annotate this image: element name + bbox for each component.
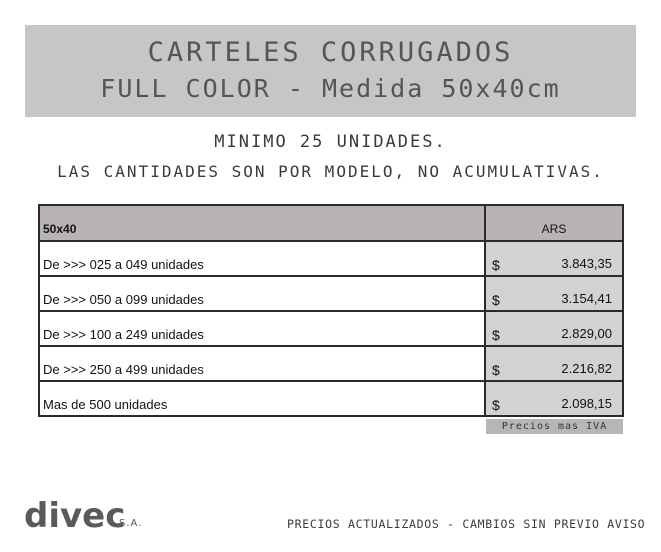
price-cell: [485, 381, 623, 416]
price-table: [38, 204, 624, 417]
table-row: [39, 311, 623, 346]
table-row: [39, 276, 623, 311]
currency-symbol: $: [492, 292, 500, 308]
title-banner: [25, 25, 636, 117]
currency-symbol: $: [492, 397, 500, 413]
price-value: 2.216,82: [561, 361, 612, 376]
tax-note-badge: Precios mas IVA: [486, 419, 623, 434]
row-label: De >>> 025 a 049 unidades: [39, 241, 485, 276]
row-label: De >>> 050 a 099 unidades: [39, 276, 485, 311]
price-cell: [485, 311, 623, 346]
price-value: 2.829,00: [561, 326, 612, 341]
row-label: De >>> 250 a 499 unidades: [39, 346, 485, 381]
quantities-note: LAS CANTIDADES SON POR MODELO, NO ACUMULATIVAS.: [57, 162, 604, 181]
row-label: De >>> 100 a 249 unidades: [39, 311, 485, 346]
price-cell: [485, 241, 623, 276]
price-cell: [485, 276, 623, 311]
page-title: CARTELES CORRUGADOS: [147, 37, 514, 68]
currency-symbol: $: [492, 362, 500, 378]
table-header-row: [39, 205, 623, 241]
currency-symbol: $: [492, 257, 500, 273]
minimum-note: MINIMO 25 UNIDADES.: [214, 132, 447, 152]
price-cell: [485, 346, 623, 381]
brand-logo: divec: [24, 496, 126, 536]
header-size: 50x40: [39, 205, 485, 241]
page-subtitle: FULL COLOR - Medida 50x40cm: [100, 74, 561, 103]
table-row: [39, 241, 623, 276]
currency-symbol: $: [492, 327, 500, 343]
price-value: 3.843,35: [561, 256, 612, 271]
brand-suffix: S.A.: [119, 518, 143, 529]
row-label: Mas de 500 unidades: [39, 381, 485, 416]
price-value: 3.154,41: [561, 291, 612, 306]
table-row: [39, 381, 623, 416]
price-value: 2.098,15: [561, 396, 612, 411]
footer-notice: PRECIOS ACTUALIZADOS - CAMBIOS SIN PREVIO AVISO: [287, 517, 646, 531]
header-currency: ARS: [485, 205, 623, 241]
table-row: [39, 346, 623, 381]
